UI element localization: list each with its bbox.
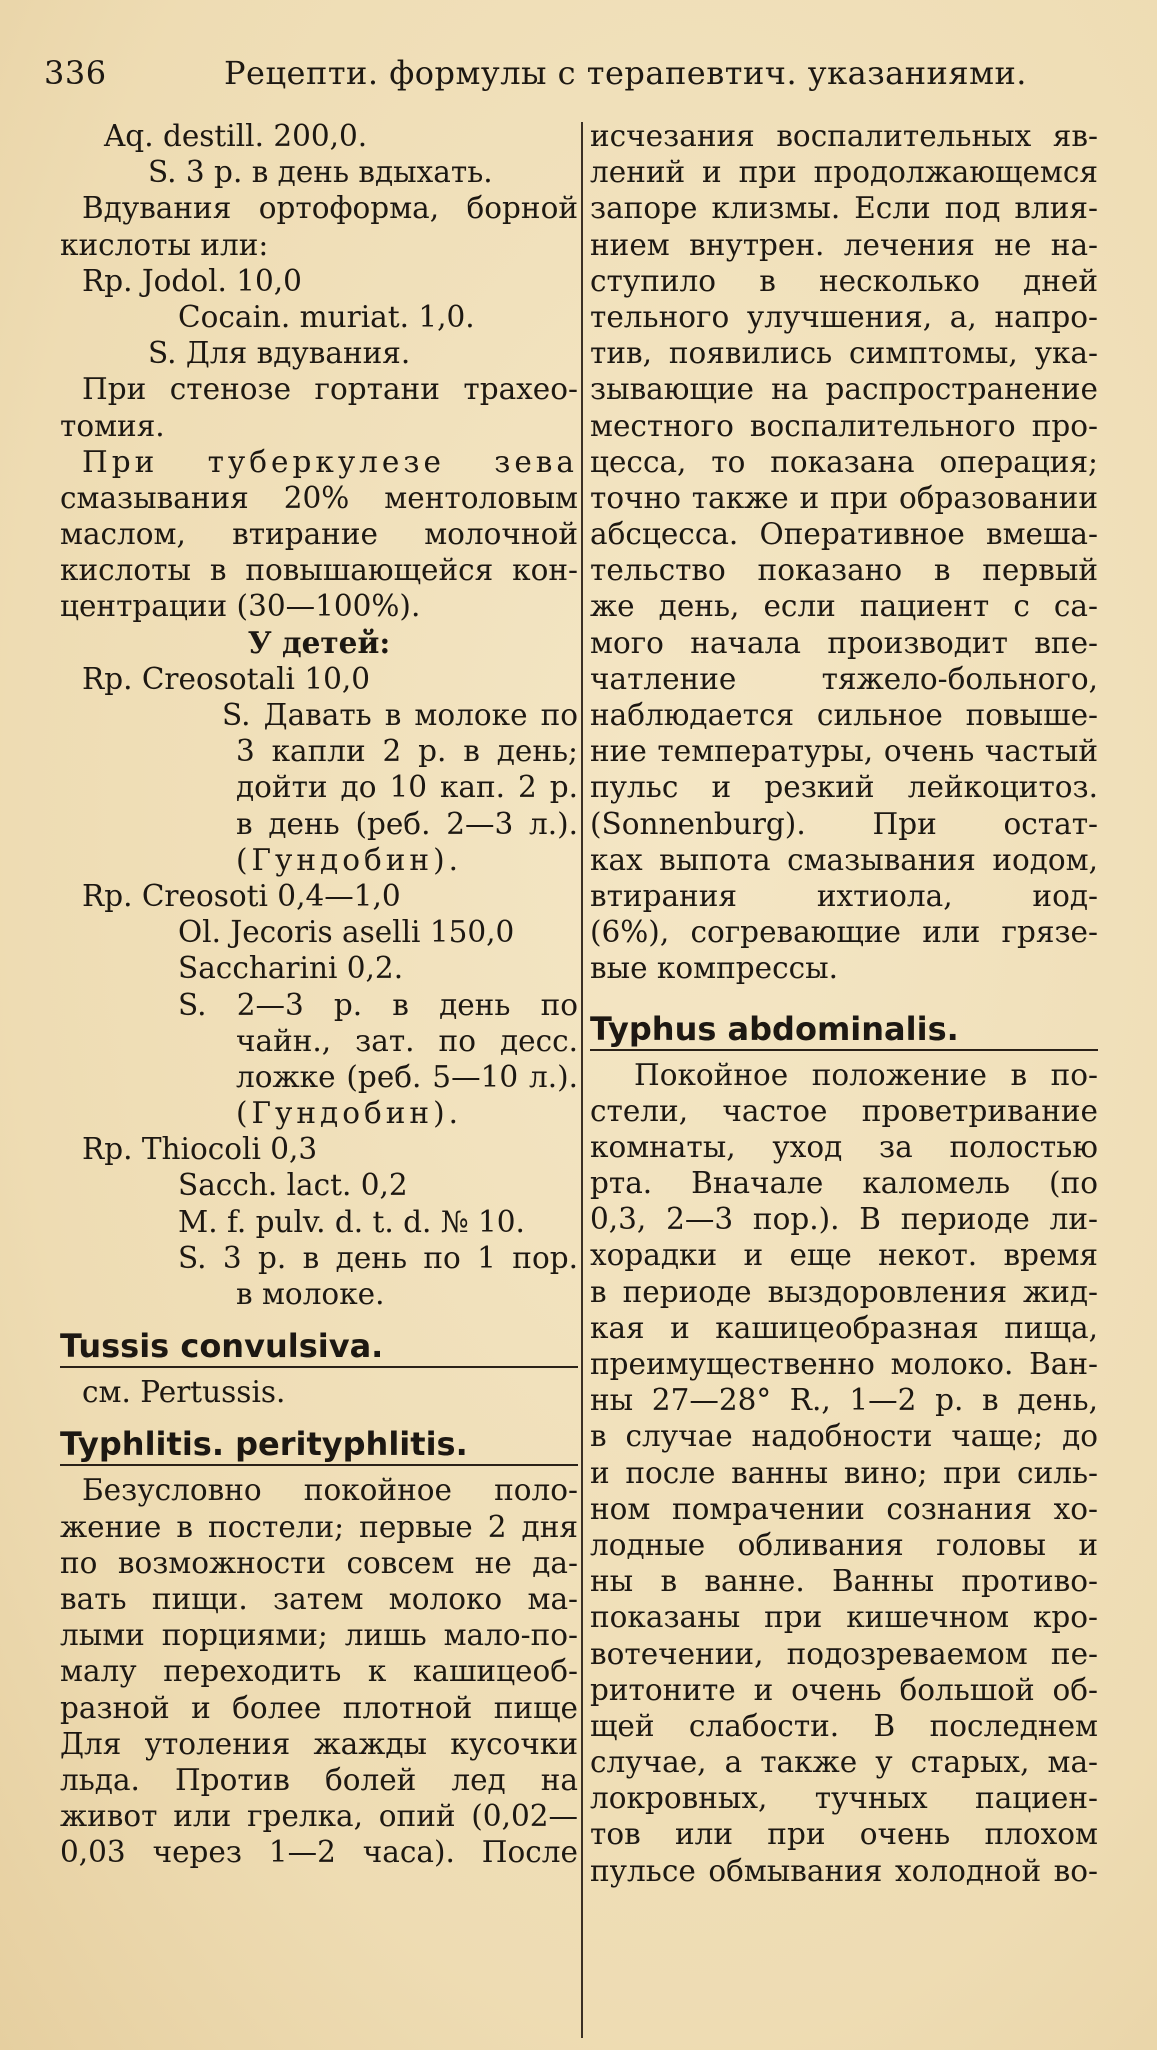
text-line: по возможности совсем не да- — [60, 1545, 578, 1580]
text-line: втирания ихтиола, иод- — [590, 878, 1098, 913]
text-line: Для утоления жажды кусочки — [60, 1726, 578, 1761]
text-line: томия. — [60, 408, 165, 443]
text-line: запоре клизмы. Если под влия- — [590, 191, 1098, 226]
text-line: Покойное положение в по- — [634, 1057, 1098, 1092]
text-line: дойти до 10 кап. 2 р. — [236, 770, 578, 805]
text-line: Rp. Creosotali 10,0 — [82, 661, 371, 696]
text-line: 0,3, 2—3 пор.). В периоде ли- — [590, 1202, 1098, 1237]
text-line: Saccharini 0,2. — [178, 951, 404, 986]
text-line: местного воспалительного про- — [590, 408, 1098, 443]
text-line: кислоты в повышающейся кон- — [60, 553, 578, 588]
text-line: ступило в несколько дней — [590, 263, 1098, 298]
running-title: Рецепти. формулы с терапевтич. указаниями. — [224, 54, 1027, 92]
text-line: вать пищи. затем молоко ма- — [60, 1581, 578, 1616]
text-line: локровных, тучных пациен- — [590, 1781, 1098, 1816]
text-line: смазывания 20% ментоловым — [60, 480, 578, 515]
text-line: (Sonnenburg). При остат- — [590, 806, 1098, 841]
text-line: (6%), согревающие или грязе- — [590, 915, 1098, 950]
text-line: S. 3 р. в день по 1 пор. — [178, 1240, 578, 1275]
text-line: тов или при очень плохом — [590, 1817, 1098, 1852]
text-line: вотечении, подозреваемом пе- — [590, 1636, 1098, 1671]
right-column — [590, 118, 1098, 1889]
page-number: 336 — [44, 54, 107, 92]
text-line: в случае надобности чаще; до — [590, 1419, 1098, 1454]
text-line: 0,03 через 1—2 часа). После — [60, 1835, 578, 1870]
text-line: Sacch. lact. 0,2 — [178, 1168, 408, 1203]
text-line: в день (реб. 2—3 л.). — [236, 806, 578, 841]
text-line: тельного улучшения, а, напро- — [590, 299, 1098, 334]
text-line: комнаты, уход за полостью — [590, 1129, 1098, 1164]
column-divider — [581, 122, 583, 2038]
text-line: лодные обливания головы и — [590, 1527, 1098, 1562]
text-line: При стенозе гортани трахео- — [82, 372, 578, 407]
text-line: абсцесса. Оперативное вмеша- — [590, 517, 1098, 552]
text-line: цесса, то показана операция; — [590, 444, 1098, 479]
text-line: При туберкулезе зева — [82, 444, 578, 479]
heading-rule — [590, 1049, 1098, 1051]
text-line: Ol. Jecoris aselli 150,0 — [178, 915, 515, 950]
text-line: S. Для вдувания. — [148, 336, 411, 371]
text-line: хорадки и еще некот. время — [590, 1238, 1098, 1273]
text-line: в периоде выздоровления жид- — [590, 1274, 1098, 1309]
text-line: маслом, втирание молочной — [60, 517, 578, 552]
text-line: наблюдается сильное повыше- — [590, 698, 1098, 732]
text-line: щей слабости. В последнем — [590, 1708, 1098, 1743]
text-line: ном помрачении сознания хо- — [590, 1491, 1098, 1526]
text-line: (Гундобин). — [236, 842, 462, 877]
section-heading-tussis: Tussis convulsiva. — [60, 1327, 384, 1366]
text-line: разной и более плотной пище — [60, 1690, 578, 1725]
text-line: мого начала производит впе- — [590, 625, 1098, 660]
text-line: пульсе обмывания холодной во- — [590, 1853, 1098, 1888]
text-line: S. 2—3 р. в день по — [178, 987, 578, 1022]
text-line: ложке (реб. 5—10 л.). — [236, 1059, 578, 1094]
text-line: исчезания воспалительных яв- — [590, 119, 1098, 153]
text-line: живот или грелка, опий (0,02— — [60, 1799, 578, 1834]
text-line: лыми порциями; лишь мало-по- — [60, 1618, 578, 1653]
text-line: S. Давать в молоке по — [222, 698, 578, 732]
text-line: ны в ванне. Ванны противо- — [590, 1564, 1098, 1599]
text-line: тив, появились симптомы, ука- — [590, 336, 1098, 371]
text-line: M. f. pulv. d. t. d. № 10. — [178, 1204, 525, 1239]
text-line: Rp. Jodol. 10,0 — [82, 263, 302, 298]
text-line: S. 3 р. в день вдыхать. — [148, 155, 493, 190]
text-line: Aq. destill. 200,0. — [104, 119, 368, 153]
text-line: пульс и резкий лейкоцитоз. — [590, 770, 1098, 805]
text-line: чатление тяжело-больного, — [590, 661, 1098, 696]
heading-rule — [60, 1366, 578, 1368]
text-line: лений и при продолжающемся — [590, 155, 1098, 190]
text-line: Вдувания ортоформа, борной — [82, 191, 578, 226]
text-line: центрации (30—100%). — [60, 589, 421, 624]
text-line: стели, частое проветривание — [590, 1093, 1098, 1128]
page-header — [36, 54, 1136, 100]
text-line: см. Pertussis. — [82, 1375, 286, 1410]
text-line: точно также и при образовании — [590, 480, 1098, 515]
text-line: зывающие на распространение — [590, 372, 1098, 407]
subheading-children: У детей: — [247, 624, 391, 660]
text-line: вые компрессы. — [590, 951, 838, 986]
section-heading-typhus: Typhus abdominalis. — [590, 1009, 959, 1048]
text-line: жение в постели; первые 2 дня — [60, 1509, 578, 1544]
text-line: случае, а также у старых, ма- — [590, 1745, 1098, 1780]
text-line: Cocain. muriat. 1,0. — [178, 299, 475, 334]
text-line: в молоке. — [236, 1277, 385, 1311]
left-column — [60, 118, 578, 1870]
text-line: преимущественно молоко. Ван- — [590, 1347, 1098, 1381]
text-line: нием внутрен. лечения не на- — [590, 227, 1098, 262]
text-line: (Гундобин). — [236, 1096, 462, 1131]
text-line: кислоты или: — [60, 227, 269, 262]
text-line: ках выпота смазывания иодом, — [590, 842, 1098, 877]
text-line: 3 капли 2 р. в день; — [236, 734, 578, 769]
text-line: рта. Вначале каломель (по — [590, 1166, 1098, 1201]
text-line: льда. Против болей лед на — [60, 1762, 578, 1797]
text-line: тельство показано в первый — [590, 553, 1098, 588]
text-line: Rp. Thiocoli 0,3 — [82, 1132, 318, 1167]
text-line: чайн., зат. по десс. — [236, 1023, 578, 1058]
text-line: ние температуры, очень частый — [590, 734, 1098, 769]
text-line: Rp. Creosoti 0,4—1,0 — [82, 878, 401, 913]
text-line: кая и кашицеобразная пища, — [590, 1310, 1098, 1345]
text-line: Безусловно покойное поло- — [82, 1473, 578, 1508]
text-line: ритоните и очень большой об- — [590, 1672, 1098, 1707]
text-line: ны 27—28° R., 1—2 р. в день, — [590, 1383, 1098, 1418]
text-line: и после ванны вино; при силь- — [590, 1455, 1098, 1490]
text-line: малу переходить к кашицеоб- — [60, 1654, 578, 1689]
section-heading-typhlitis: Typhlitis. perityphlitis. — [60, 1425, 468, 1464]
text-line: же день, если пациент с са- — [590, 589, 1098, 624]
heading-rule — [60, 1464, 578, 1466]
text-line: показаны при кишечном кро- — [590, 1600, 1098, 1635]
